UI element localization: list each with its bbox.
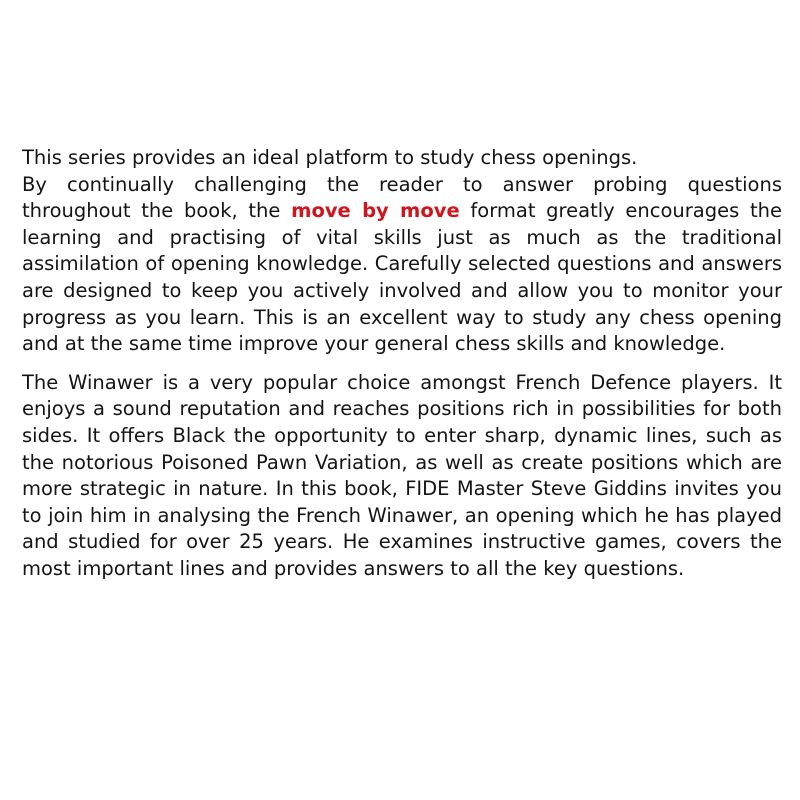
- move-by-move-highlight: move by move: [291, 199, 460, 223]
- intro-paragraph: This series provides an ideal platform to study chess openings.: [22, 146, 638, 169]
- winawer-paragraph: The Winawer is a very popular choice amongst French Defence players. It enjoys a sound reputation and reaches positions rich in possibilities for both sides. It offers Black the opportunity to enter sharp, dynamic lines, such as the notorious Poisoned Pawn Variation, as well as create positions which are more strategic in nature. In this book, FIDE Master Steve Giddins invites you to join him in analysing the French Winawer, an opening which he has played and studied for over 25 years. He examines instructive games, covers the most important lines and provides answers to all the key questions.: [22, 370, 782, 580]
- blurb-text-block: [22, 145, 782, 583]
- series-text-after: format greatly encourages the learning and practising of vital skills just as much as the traditional assimilation of opening knowledge. Carefully selected questions and answers are designed to keep you actively involved and allow you to monitor your progress as you learn. This is an excellent way to study any chess opening and at the same time improve your general chess skills and knowledge.: [22, 199, 782, 356]
- series-paragraph: [22, 172, 782, 358]
- series-text-before: By continually challenging the reader to answer probing questions throughout the book, the: [22, 172, 782, 223]
